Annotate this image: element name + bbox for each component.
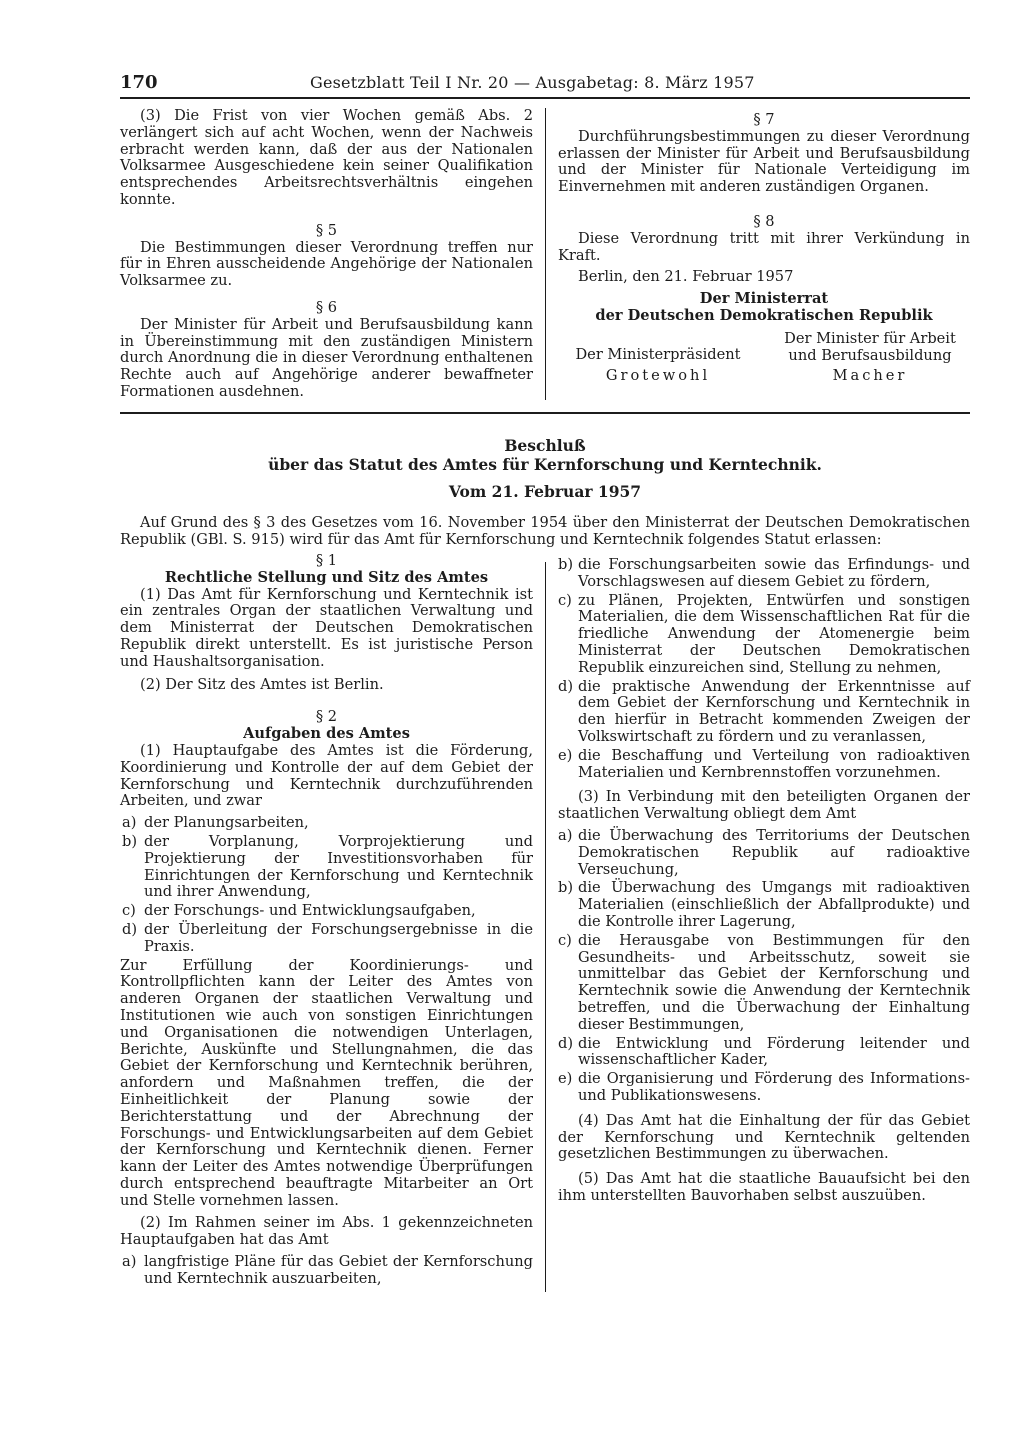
- section-1-para-1: (1) Das Amt für Kernforschung und Kerntechnik ist ein zentrales Organ der staatlichen Verwaltung und dem Ministerrat der Deutschen Demokratischen Republik direkt unterstellt. Es ist juristische Person und Haushaltsorganisation.: [120, 585, 533, 670]
- section-1-heading: § 1: [315, 552, 338, 569]
- section-2-list-3: [558, 828, 970, 1105]
- signature-right-name: Macher: [832, 367, 908, 385]
- signature-left: [558, 331, 758, 385]
- page-header: [120, 72, 970, 96]
- section-7-text: Durchführungsbestimmungen zu dieser Verordnung erlassen der Minister für Arbeit und Berufsausbildung und der Minister für Nationale Verteidigung im Einvernehmen mit anderen zuständigen Organen.: [558, 127, 970, 196]
- section-8-heading: § 8: [753, 212, 775, 230]
- bottom-left-column: [120, 553, 533, 1290]
- top-right-column: [558, 108, 970, 385]
- bottom-right-column: [558, 557, 970, 1210]
- decision-date: Vom 21. Februar 1957: [448, 482, 642, 501]
- list-item: b) die Forschungsarbeiten sowie das Erfindungs- und Vorschlagswesen auf diesem Gebiet zu fördern,: [558, 556, 970, 590]
- section-5-text: Die Bestimmungen dieser Verordnung treffen nur für in Ehren ausscheidende Angehörige der Nationalen Volksarmee zu.: [120, 238, 533, 290]
- paragraph-3: (3) Die Frist von vier Wochen gemäß Abs. 2 verlängert sich auf acht Wochen, wenn der Nachweis erbracht werden kann, daß der aus der Nationalen Volksarmee Ausgeschiedene kein seiner Qualifikation entsprechendes Arbeitsrechtsverhältnis eingehen konnte.: [120, 107, 533, 208]
- decision-intro: Auf Grund des § 3 des Gesetzes vom 16. November 1954 über den Ministerrat der Deutschen Demokratischen Republik (GBl. S. 915) wird für das Amt für Kernforschung und Kerntechnik folgendes Statut erlassen:: [120, 514, 970, 548]
- section-2-para-2: (2) Im Rahmen seiner im Abs. 1 gekennzeichneten Hauptaufgaben hat das Amt: [120, 1214, 533, 1249]
- list-item: c) der Forschungs- und Entwicklungsaufgaben,: [122, 902, 476, 920]
- section-1-title: Rechtliche Stellung und Sitz des Amtes: [164, 568, 489, 586]
- list-item: e) die Organisierung und Förderung des Informations- und Publikationswesens.: [558, 1070, 970, 1104]
- section-2-list-continued: [558, 557, 970, 781]
- list-item: e) die Beschaffung und Verteilung von radioaktiven Materialien und Kernbrennstoffen vorzunehmen.: [558, 746, 970, 781]
- signature-right-title-1: Der Minister für Arbeit: [784, 329, 956, 347]
- decision-title: [120, 436, 970, 501]
- list-item: d) die Entwicklung und Förderung leitender und wissenschaftlicher Kader,: [558, 1034, 970, 1069]
- running-title: Gesetzblatt Teil I Nr. 20 — Ausgabetag: 8. März 1957: [310, 73, 755, 92]
- section-2-title: Aufgaben des Amtes: [243, 725, 410, 743]
- section-6-heading: § 6: [315, 298, 338, 316]
- list-item: a) der Planungsarbeiten,: [122, 814, 309, 832]
- list-item: c) die Herausgabe von Bestimmungen für den Gesundheits- und Arbeitsschutz, soweit sie unmittelbar das Gebiet der Kernforschung und Kerntechnik sowie die Anwendung der Kerntechnik betreffen, und die Überwachung der Einhaltung dieser Bestimmungen,: [558, 931, 970, 1033]
- section-1-para-2: (2) Der Sitz des Amtes ist Berlin.: [140, 675, 384, 693]
- column-divider-bottom: [545, 562, 546, 1292]
- signature-right: [770, 331, 970, 385]
- list-item: b) die Überwachung des Umgangs mit radioaktiven Materialien (einschließlich der Abfallprodukte) und die Kontrolle ihrer Lagerung,: [558, 879, 970, 930]
- authority-line-2: der Deutschen Demokratischen Republik: [595, 306, 933, 324]
- section-2-para-1b: Zur Erfüllung der Koordinierungs- und Kontrollpflichten kann der Leiter des Amtes von anderen Organen der staatlichen Verwaltung und Institutionen wie auch von sonstigen Einrichtungen und Organisationen die notwendigen Unterlagen, Berichte, Auskünfte und Stellungnahmen, die das Gebiet der Kernforschung und Kerntechnik berühren, anfordern und Maßnahmen treffen, die der Einheitlichkeit der Planung sowie der Berichterstattung und der Abrechnung der Forschungs- und Entwicklungsarbeiten auf dem Gebiet der Kernforschung und Kerntechnik dienen. Ferner kann der Leiter des Amtes notwendige Überprüfungen durch entsprechend beauftragte Mitarbeiter an Ort und Stelle vornehmen lassen.: [120, 956, 533, 1209]
- section-2-para-1: (1) Hauptaufgabe des Amtes ist die Förderung, Koordinierung und Kontrolle der auf dem Gebiet der Kernforschung und Kerntechnik durchzuführenden Arbeiten, und zwar: [120, 741, 533, 810]
- column-divider-top: [545, 108, 546, 400]
- section-2-para-5: (5) Das Amt hat die staatliche Bauaufsicht bei den ihm unterstellten Bauvorhaben selbst auszuüben.: [558, 1170, 970, 1204]
- top-left-column: [120, 108, 533, 406]
- section-separator-rule: [120, 412, 970, 414]
- header-rule: [120, 97, 970, 99]
- list-item: a) die Überwachung des Territoriums der Deutschen Demokratischen Republik auf radioaktive Verseuchung,: [558, 826, 970, 878]
- signature-left-name: Grotewohl: [605, 366, 711, 384]
- list-item: d) der Überleitung der Forschungsergebnisse in die Praxis.: [122, 920, 533, 955]
- signature-row: [558, 331, 970, 385]
- place-date: Berlin, den 21. Februar 1957: [578, 268, 794, 286]
- decision-title-line-2: über das Statut des Amtes für Kernforschung und Kerntechnik.: [268, 455, 822, 474]
- list-item: b) der Vorplanung, Vorprojektierung und Projektierung der Investitionsvorhaben für Einrichtungen der Kernforschung und Kerntechnik und ihrer Anwendung,: [122, 832, 533, 901]
- decision-title-line-1: Beschluß: [504, 436, 586, 455]
- section-8-text: Diese Verordnung tritt mit ihrer Verkündung in Kraft.: [558, 229, 970, 264]
- authority-line-1: Der Ministerrat: [699, 290, 829, 308]
- signature-right-title-2: und Berufsausbildung: [788, 346, 952, 364]
- section-2-para-3: (3) In Verbindung mit den beteiligten Organen der staatlichen Verwaltung obliegt dem Amt: [558, 788, 970, 823]
- section-7-heading: § 7: [753, 111, 775, 128]
- section-2-para-4: (4) Das Amt hat die Einhaltung der für das Gebiet der Kernforschung und Kerntechnik geltenden gesetzlichen Bestimmungen zu überwachen.: [558, 1111, 970, 1163]
- page-number: 170: [120, 72, 158, 93]
- list-item: a) langfristige Pläne für das Gebiet der Kernforschung und Kerntechnik auszuarbeiten,: [122, 1253, 533, 1287]
- list-item: c) zu Plänen, Projekten, Entwürfen und sonstigen Materialien, die dem Wissenschaftlichen Rat für die friedliche Anwendung der Atomenergie beim Ministerrat der Deutschen Demokratischen Republik einzureichen sind, Stellung zu nehmen,: [558, 591, 970, 676]
- section-5-heading: § 5: [315, 221, 338, 239]
- section-2-heading: § 2: [315, 708, 338, 726]
- section-2-list: [120, 815, 533, 955]
- section-6-text: Der Minister für Arbeit und Berufsausbildung kann in Übereinstimmung mit den zuständigen Ministern durch Anordnung die in dieser Verordnung enthaltenen Rechte auch auf Angehörige anderer bewaffneter Formationen ausdehnen.: [120, 315, 533, 400]
- list-item: d) die praktische Anwendung der Erkenntnisse auf dem Gebiet der Kernforschung und Kerntechnik in den hierfür in Betracht kommenden Zweigen der Volkswirtschaft zu fördern und zu veranlassen,: [558, 677, 970, 745]
- signature-left-title: Der Ministerpräsident: [575, 345, 741, 363]
